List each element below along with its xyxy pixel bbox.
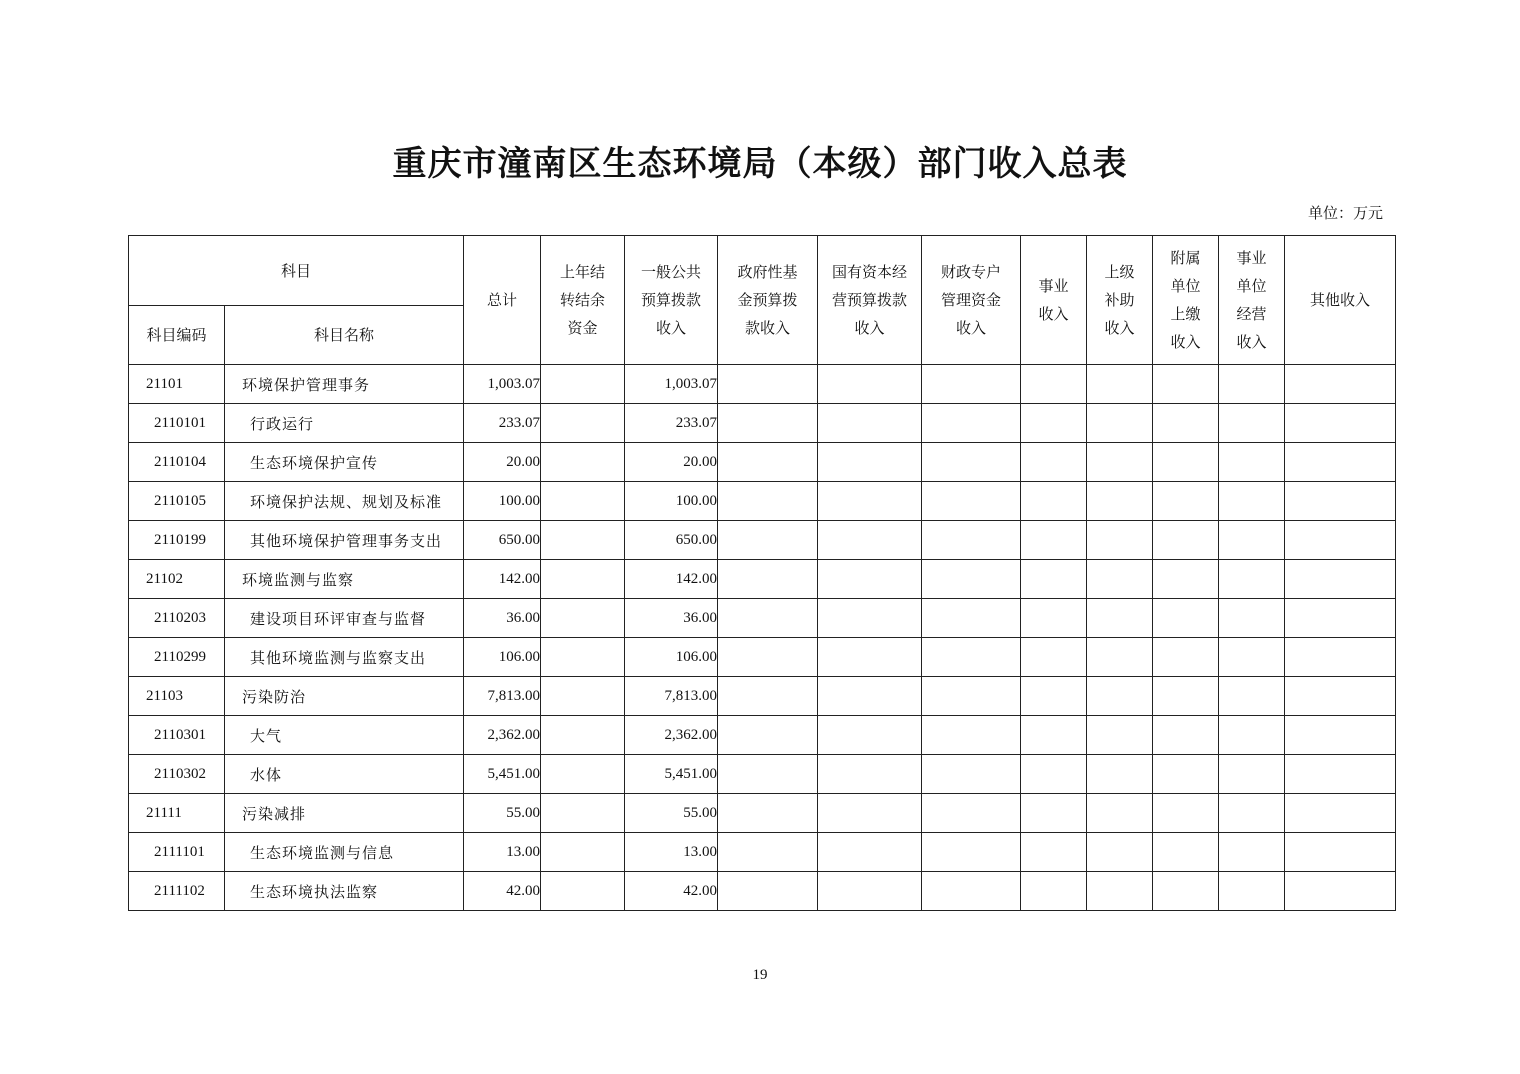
cell-general-budget: 36.00 <box>625 599 718 638</box>
cell-fiscal-special <box>922 521 1021 560</box>
cell-affiliated <box>1153 521 1219 560</box>
cell-business-operation <box>1219 404 1285 443</box>
header-gov-fund: 政府性基 金预算拨 款收入 <box>718 236 818 365</box>
cell-other <box>1285 599 1396 638</box>
cell-gov-fund <box>718 872 818 911</box>
header-fiscal-special: 财政专户 管理资金 收入 <box>922 236 1021 365</box>
cell-business-operation <box>1219 794 1285 833</box>
cell-code: 2111101 <box>129 833 225 872</box>
income-summary-table <box>128 235 1396 911</box>
cell-carryover <box>541 404 625 443</box>
cell-business-operation <box>1219 560 1285 599</box>
cell-carryover <box>541 443 625 482</box>
cell-name: 环境监测与监察 <box>225 560 464 599</box>
cell-other <box>1285 404 1396 443</box>
cell-state-capital <box>818 482 922 521</box>
cell-gov-fund <box>718 677 818 716</box>
cell-affiliated <box>1153 794 1219 833</box>
cell-affiliated <box>1153 716 1219 755</box>
cell-business <box>1021 794 1087 833</box>
cell-gov-fund <box>718 482 818 521</box>
cell-fiscal-special <box>922 482 1021 521</box>
unit-label: 单位：万元 <box>1307 204 1383 222</box>
cell-name: 环境保护法规、规划及标准 <box>225 482 464 521</box>
cell-other <box>1285 794 1396 833</box>
cell-gov-fund <box>718 443 818 482</box>
table-header <box>129 236 1396 365</box>
cell-general-budget: 42.00 <box>625 872 718 911</box>
cell-total: 13.00 <box>464 833 541 872</box>
cell-carryover <box>541 755 625 794</box>
cell-business <box>1021 755 1087 794</box>
header-business: 事业 收入 <box>1021 236 1087 365</box>
cell-state-capital <box>818 599 922 638</box>
cell-code: 21103 <box>129 677 225 716</box>
cell-carryover <box>541 521 625 560</box>
cell-general-budget: 13.00 <box>625 833 718 872</box>
cell-gov-fund <box>718 560 818 599</box>
table-row <box>129 365 1396 404</box>
cell-state-capital <box>818 443 922 482</box>
cell-superior-subsidy <box>1087 365 1153 404</box>
cell-name: 水体 <box>225 755 464 794</box>
cell-affiliated <box>1153 677 1219 716</box>
table-row <box>129 521 1396 560</box>
cell-general-budget: 55.00 <box>625 794 718 833</box>
cell-carryover <box>541 833 625 872</box>
cell-fiscal-special <box>922 404 1021 443</box>
cell-code: 2110203 <box>129 599 225 638</box>
cell-superior-subsidy <box>1087 521 1153 560</box>
cell-general-budget: 1,003.07 <box>625 365 718 404</box>
cell-gov-fund <box>718 794 818 833</box>
cell-state-capital <box>818 677 922 716</box>
cell-general-budget: 5,451.00 <box>625 755 718 794</box>
table-row <box>129 638 1396 677</box>
cell-fiscal-special <box>922 443 1021 482</box>
cell-state-capital <box>818 365 922 404</box>
cell-other <box>1285 638 1396 677</box>
table-row <box>129 677 1396 716</box>
cell-general-budget: 106.00 <box>625 638 718 677</box>
cell-gov-fund <box>718 404 818 443</box>
cell-fiscal-special <box>922 716 1021 755</box>
cell-business-operation <box>1219 872 1285 911</box>
cell-code: 2110101 <box>129 404 225 443</box>
cell-code: 2110301 <box>129 716 225 755</box>
cell-state-capital <box>818 716 922 755</box>
table-body <box>129 365 1396 911</box>
cell-fiscal-special <box>922 560 1021 599</box>
cell-affiliated <box>1153 599 1219 638</box>
page-number: 19 <box>752 967 768 983</box>
cell-code: 2110104 <box>129 443 225 482</box>
cell-total: 1,003.07 <box>464 365 541 404</box>
table-row <box>129 560 1396 599</box>
header-superior-subsidy: 上级 补助 收入 <box>1087 236 1153 365</box>
cell-other <box>1285 482 1396 521</box>
cell-code: 2110299 <box>129 638 225 677</box>
cell-superior-subsidy <box>1087 560 1153 599</box>
cell-total: 233.07 <box>464 404 541 443</box>
cell-superior-subsidy <box>1087 716 1153 755</box>
cell-state-capital <box>818 755 922 794</box>
cell-business <box>1021 482 1087 521</box>
cell-carryover <box>541 599 625 638</box>
cell-superior-subsidy <box>1087 872 1153 911</box>
cell-business-operation <box>1219 365 1285 404</box>
cell-carryover <box>541 677 625 716</box>
cell-carryover <box>541 482 625 521</box>
cell-superior-subsidy <box>1087 755 1153 794</box>
cell-general-budget: 233.07 <box>625 404 718 443</box>
cell-general-budget: 20.00 <box>625 443 718 482</box>
cell-business <box>1021 443 1087 482</box>
cell-business-operation <box>1219 755 1285 794</box>
cell-code: 2110199 <box>129 521 225 560</box>
cell-total: 36.00 <box>464 599 541 638</box>
cell-gov-fund <box>718 365 818 404</box>
cell-total: 5,451.00 <box>464 755 541 794</box>
cell-carryover <box>541 638 625 677</box>
cell-business-operation <box>1219 716 1285 755</box>
cell-fiscal-special <box>922 755 1021 794</box>
cell-code: 2110302 <box>129 755 225 794</box>
table-row <box>129 443 1396 482</box>
cell-code: 2111102 <box>129 872 225 911</box>
header-total: 总计 <box>464 236 541 365</box>
table-row <box>129 404 1396 443</box>
cell-other <box>1285 872 1396 911</box>
cell-superior-subsidy <box>1087 482 1153 521</box>
cell-gov-fund <box>718 755 818 794</box>
cell-other <box>1285 833 1396 872</box>
cell-general-budget: 2,362.00 <box>625 716 718 755</box>
cell-state-capital <box>818 560 922 599</box>
cell-carryover <box>541 365 625 404</box>
cell-superior-subsidy <box>1087 638 1153 677</box>
table-row <box>129 482 1396 521</box>
cell-fiscal-special <box>922 677 1021 716</box>
cell-affiliated <box>1153 833 1219 872</box>
cell-superior-subsidy <box>1087 677 1153 716</box>
cell-total: 650.00 <box>464 521 541 560</box>
cell-business <box>1021 833 1087 872</box>
header-general-budget: 一般公共 预算拨款 收入 <box>625 236 718 365</box>
cell-fiscal-special <box>922 638 1021 677</box>
cell-gov-fund <box>718 521 818 560</box>
table-row <box>129 716 1396 755</box>
header-business-operation: 事业 单位 经营 收入 <box>1219 236 1285 365</box>
cell-state-capital <box>818 638 922 677</box>
cell-business <box>1021 872 1087 911</box>
cell-business <box>1021 716 1087 755</box>
cell-name: 行政运行 <box>225 404 464 443</box>
cell-business <box>1021 365 1087 404</box>
cell-other <box>1285 365 1396 404</box>
cell-carryover <box>541 716 625 755</box>
cell-business <box>1021 560 1087 599</box>
cell-total: 42.00 <box>464 872 541 911</box>
table-row <box>129 794 1396 833</box>
cell-code: 21101 <box>129 365 225 404</box>
cell-fiscal-special <box>922 794 1021 833</box>
cell-general-budget: 142.00 <box>625 560 718 599</box>
cell-carryover <box>541 794 625 833</box>
cell-total: 100.00 <box>464 482 541 521</box>
cell-affiliated <box>1153 443 1219 482</box>
cell-fiscal-special <box>922 833 1021 872</box>
cell-other <box>1285 716 1396 755</box>
cell-name: 生态环境执法监察 <box>225 872 464 911</box>
cell-fiscal-special <box>922 365 1021 404</box>
cell-name: 环境保护管理事务 <box>225 365 464 404</box>
table-row <box>129 599 1396 638</box>
cell-gov-fund <box>718 599 818 638</box>
header-other: 其他收入 <box>1285 236 1396 365</box>
cell-business-operation <box>1219 521 1285 560</box>
cell-superior-subsidy <box>1087 794 1153 833</box>
cell-total: 106.00 <box>464 638 541 677</box>
cell-total: 2,362.00 <box>464 716 541 755</box>
cell-carryover <box>541 872 625 911</box>
cell-state-capital <box>818 872 922 911</box>
cell-state-capital <box>818 521 922 560</box>
cell-name: 污染减排 <box>225 794 464 833</box>
header-affiliated: 附属 单位 上缴 收入 <box>1153 236 1219 365</box>
cell-other <box>1285 755 1396 794</box>
header-carryover: 上年结 转结余 资金 <box>541 236 625 365</box>
cell-business-operation <box>1219 833 1285 872</box>
cell-state-capital <box>818 794 922 833</box>
cell-superior-subsidy <box>1087 599 1153 638</box>
header-subject: 科目 <box>129 236 464 306</box>
cell-business <box>1021 521 1087 560</box>
cell-affiliated <box>1153 482 1219 521</box>
cell-name: 大气 <box>225 716 464 755</box>
cell-business-operation <box>1219 482 1285 521</box>
cell-code: 21111 <box>129 794 225 833</box>
cell-name: 生态环境监测与信息 <box>225 833 464 872</box>
cell-superior-subsidy <box>1087 404 1153 443</box>
cell-other <box>1285 443 1396 482</box>
cell-gov-fund <box>718 833 818 872</box>
cell-gov-fund <box>718 716 818 755</box>
cell-fiscal-special <box>922 599 1021 638</box>
cell-affiliated <box>1153 872 1219 911</box>
cell-name: 建设项目环评审查与监督 <box>225 599 464 638</box>
cell-affiliated <box>1153 755 1219 794</box>
page-title: 重庆市潼南区生态环境局（本级）部门收入总表 <box>392 144 1128 184</box>
header-code: 科目编码 <box>129 306 225 365</box>
cell-superior-subsidy <box>1087 443 1153 482</box>
cell-gov-fund <box>718 638 818 677</box>
cell-total: 20.00 <box>464 443 541 482</box>
cell-state-capital <box>818 404 922 443</box>
cell-fiscal-special <box>922 872 1021 911</box>
cell-general-budget: 100.00 <box>625 482 718 521</box>
cell-affiliated <box>1153 404 1219 443</box>
cell-name: 生态环境保护宣传 <box>225 443 464 482</box>
cell-other <box>1285 521 1396 560</box>
cell-total: 7,813.00 <box>464 677 541 716</box>
cell-business-operation <box>1219 677 1285 716</box>
cell-code: 21102 <box>129 560 225 599</box>
cell-affiliated <box>1153 560 1219 599</box>
table-row <box>129 872 1396 911</box>
cell-business-operation <box>1219 599 1285 638</box>
cell-business <box>1021 638 1087 677</box>
cell-affiliated <box>1153 365 1219 404</box>
cell-general-budget: 7,813.00 <box>625 677 718 716</box>
cell-affiliated <box>1153 638 1219 677</box>
cell-code: 2110105 <box>129 482 225 521</box>
table-row <box>129 755 1396 794</box>
cell-other <box>1285 560 1396 599</box>
cell-carryover <box>541 560 625 599</box>
cell-name: 污染防治 <box>225 677 464 716</box>
cell-superior-subsidy <box>1087 833 1153 872</box>
cell-business <box>1021 599 1087 638</box>
cell-name: 其他环境监测与监察支出 <box>225 638 464 677</box>
cell-total: 142.00 <box>464 560 541 599</box>
cell-business <box>1021 677 1087 716</box>
header-state-capital: 国有资本经 营预算拨款 收入 <box>818 236 922 365</box>
cell-business <box>1021 404 1087 443</box>
cell-other <box>1285 677 1396 716</box>
cell-general-budget: 650.00 <box>625 521 718 560</box>
table-row <box>129 833 1396 872</box>
cell-total: 55.00 <box>464 794 541 833</box>
header-name: 科目名称 <box>225 306 464 365</box>
cell-name: 其他环境保护管理事务支出 <box>225 521 464 560</box>
cell-business-operation <box>1219 443 1285 482</box>
cell-state-capital <box>818 833 922 872</box>
cell-business-operation <box>1219 638 1285 677</box>
